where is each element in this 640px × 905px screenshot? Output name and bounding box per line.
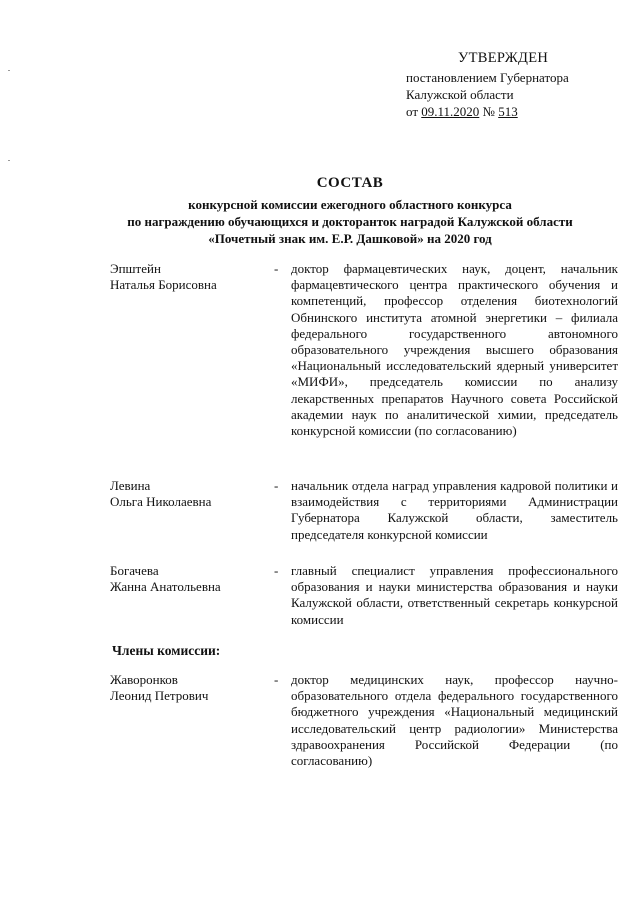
member-dash: - — [274, 478, 279, 493]
approval-date: 09.11.2020 — [421, 104, 480, 119]
member-dash: - — [274, 563, 279, 578]
date-prefix: от — [406, 104, 419, 119]
title-main: СОСТАВ — [316, 175, 384, 191]
member-description: доктор фармацевтических наук, доцент, начальник фармацевтического центра практического обучения и компетенций, профессор отделения биотехнологий Обнинского института атомной энергетики – филиала федерального государственного автономного образовательного учреждения высшего образования «Национальный исследовательский ядерный университет «МИФИ», председатель комиссии по анализу лекарственных препаратов Научного совета Российской академии наук по аналитической химии, председатель конкурсной комиссии (по согласованию) — [291, 261, 618, 439]
member-surname: Левина — [110, 478, 151, 493]
member-description: доктор медицинских наук, профессор научно-образовательного отдела федерального государственного бюджетного учреждения «Национальный медицинский исследовательский центр радиологии» Министерства здравоохранения Российской Федерации (по согласованию) — [291, 672, 618, 769]
approval-heading: УТВЕРЖДЕН — [458, 50, 549, 66]
approval-number: 513 — [498, 104, 518, 119]
member-given-names: Наталья Борисовна — [110, 277, 217, 293]
member-name — [110, 563, 270, 595]
member-description: начальник отдела наград управления кадровой политики и взаимодействия с территориями Администрации Губернатора Калужской области, заместитель председателя конкурсной комиссии — [291, 478, 618, 542]
member-surname: Жаворонков — [110, 672, 178, 687]
title-line-1: конкурсной комиссии ежегодного областного конкурса — [188, 197, 512, 212]
member-surname: Эпштейн — [110, 261, 161, 276]
approval-line-2: Калужской области — [406, 87, 514, 102]
member-dash: - — [274, 672, 279, 687]
approval-date-line — [406, 103, 569, 120]
member-given-names: Жанна Анатольевна — [110, 579, 221, 595]
member-surname: Богачева — [110, 563, 159, 578]
member-given-names: Ольга Николаевна — [110, 494, 212, 510]
member-name — [110, 261, 270, 293]
approval-line-1: постановлением Губернатора — [406, 70, 569, 85]
member-description: главный специалист управления профессионального образования и науки министерства образования и науки Калужской области, ответственный секретарь конкурсной комиссии — [291, 563, 618, 627]
members-heading: Члены комиссии: — [112, 643, 221, 658]
approval-stamp — [406, 50, 569, 120]
title-line-3: «Почетный знак им. Е.Р. Дашковой» на 2020 год — [208, 231, 492, 246]
member-name — [110, 672, 270, 704]
scan-mark — [8, 70, 10, 71]
document-title — [100, 175, 600, 247]
scan-mark — [8, 160, 10, 161]
member-dash: - — [274, 261, 279, 276]
title-line-2: по награждению обучающихся и докторанток наградой Калужской области — [127, 214, 573, 229]
member-name — [110, 478, 270, 510]
member-given-names: Леонид Петрович — [110, 688, 209, 704]
number-prefix: № — [482, 104, 495, 119]
